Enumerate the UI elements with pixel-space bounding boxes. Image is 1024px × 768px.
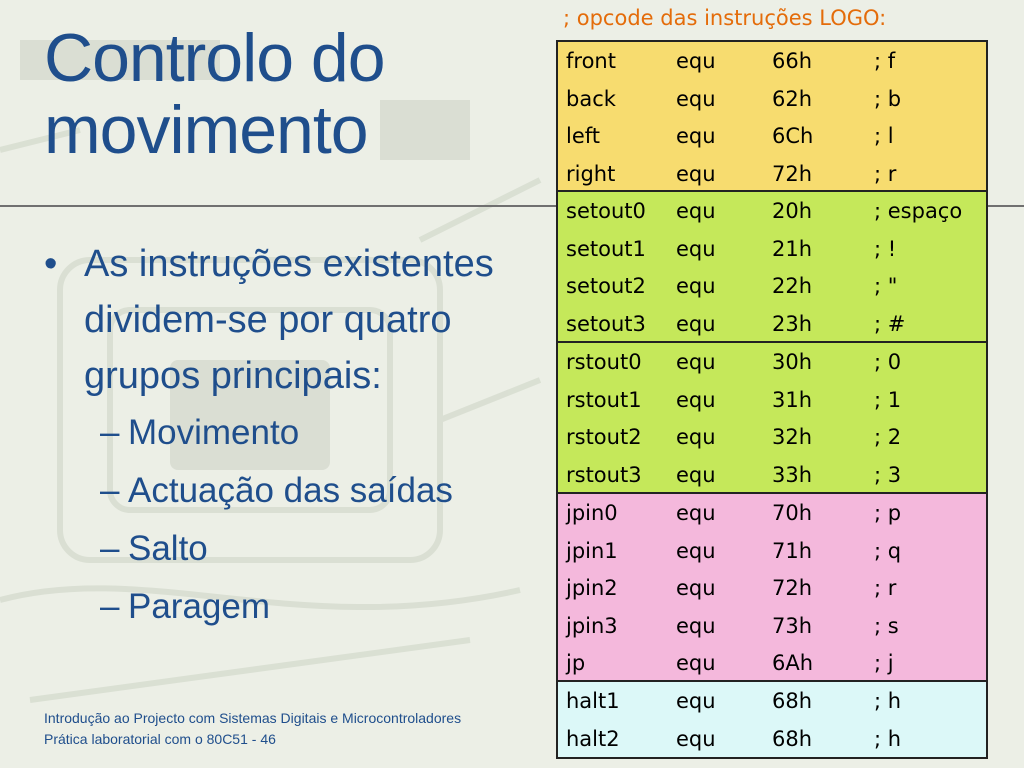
opcode-comment: ; ! (874, 236, 897, 261)
opcode-mnemonic: setout0 (566, 199, 646, 223)
opcode-directive: equ (676, 311, 716, 336)
opcode-comment: ; b (874, 86, 902, 111)
opcode-row (566, 42, 986, 80)
opcode-opcode: 68h (772, 726, 813, 751)
opcode-opcode: 30h (772, 350, 813, 374)
opcode-row (566, 267, 986, 305)
opcode-comment: ; r (874, 576, 897, 601)
opcode-opcode: 6Ah (772, 651, 814, 676)
opcode-opcode: 73h (772, 613, 813, 638)
footer (44, 708, 461, 750)
title-line-1: Controlo do (44, 20, 385, 96)
opcode-mnemonic: jpin1 (566, 538, 618, 563)
opcode-row (566, 644, 986, 682)
opcode-directive: equ (676, 49, 716, 73)
opcode-row (566, 343, 986, 381)
opcode-directive: equ (676, 651, 716, 676)
main-bullet (44, 236, 524, 404)
opcode-row (566, 720, 986, 758)
slide-title (44, 22, 385, 166)
opcode-directive: equ (676, 538, 716, 563)
opcode-opcode: 23h (772, 311, 813, 336)
opcode-comment: ; 2 (874, 425, 902, 450)
opcode-directive: equ (676, 86, 716, 111)
opcode-comment: ; 3 (874, 462, 902, 487)
opcode-mnemonic: halt2 (566, 726, 620, 751)
opcode-group-halt (556, 680, 988, 759)
opcode-row (566, 381, 986, 419)
opcode-row (566, 117, 986, 155)
opcode-group-movement (556, 40, 988, 194)
opcode-directive: equ (676, 350, 716, 374)
opcode-opcode: 22h (772, 274, 813, 299)
main-bullet-text: As instruções existentes dividem-se por quatro grupos principais: (84, 243, 494, 397)
sub-bullet (44, 520, 524, 578)
opcode-opcode: 21h (772, 236, 813, 261)
opcode-mnemonic: jp (566, 651, 586, 676)
opcode-comment: ; l (874, 124, 894, 149)
opcode-comment: ; j (874, 651, 894, 676)
sub-bullet-text: Actuação das saídas (128, 471, 453, 510)
dash-marker: – (100, 529, 120, 568)
opcode-mnemonic: right (566, 161, 616, 186)
opcode-opcode: 70h (772, 501, 813, 525)
opcode-directive: equ (676, 124, 716, 149)
bullet-marker: • (44, 243, 58, 285)
footer-line-2: Prática laboratorial com o 80C51 - 46 (44, 731, 276, 747)
opcode-directive: equ (676, 576, 716, 601)
opcode-directive: equ (676, 199, 716, 223)
opcode-directive: equ (676, 501, 716, 525)
opcode-mnemonic: left (566, 124, 601, 149)
opcode-comment: ; 0 (874, 350, 902, 374)
dash-marker: – (100, 413, 120, 452)
opcode-group-outputs (556, 190, 988, 344)
opcode-opcode: 72h (772, 576, 813, 601)
opcode-group-outputs (556, 341, 988, 495)
opcode-row (566, 305, 986, 343)
opcode-row (566, 230, 986, 268)
opcode-row (566, 456, 986, 494)
sub-bullet (44, 578, 524, 636)
opcode-comment: ; espaço (874, 199, 963, 223)
opcode-row (566, 80, 986, 118)
opcode-directive: equ (676, 613, 716, 638)
opcode-directive: equ (676, 236, 716, 261)
opcode-mnemonic: setout3 (566, 311, 646, 336)
opcode-comment: ; r (874, 161, 897, 186)
opcode-mnemonic: front (566, 49, 616, 73)
dash-marker: – (100, 587, 120, 626)
opcode-opcode: 72h (772, 161, 813, 186)
opcode-comment: ; # (874, 311, 906, 336)
opcode-mnemonic: rstout2 (566, 425, 642, 450)
opcode-mnemonic: rstout1 (566, 387, 642, 412)
opcode-opcode: 62h (772, 86, 813, 111)
opcode-opcode: 33h (772, 462, 813, 487)
opcode-directive: equ (676, 387, 716, 412)
opcode-directive: equ (676, 425, 716, 450)
opcode-group-jump (556, 492, 988, 684)
opcode-comment: ; h (874, 726, 902, 751)
bullet-list (44, 236, 524, 636)
opcode-comment: ; s (874, 613, 899, 638)
sub-bullet (44, 404, 524, 462)
opcode-directive: equ (676, 274, 716, 299)
footer-line-1: Introdução ao Projecto com Sistemas Digitais e Microcontroladores (44, 710, 462, 726)
title-line-2: movimento (44, 92, 368, 168)
opcode-mnemonic: setout2 (566, 274, 646, 299)
opcode-opcode: 31h (772, 387, 813, 412)
opcode-mnemonic: jpin3 (566, 613, 618, 638)
opcode-row (566, 192, 986, 230)
opcode-row (566, 155, 986, 193)
dash-marker: – (100, 471, 120, 510)
opcode-mnemonic: setout1 (566, 236, 646, 261)
sub-bullet-text: Movimento (128, 413, 300, 452)
sub-bullet (44, 462, 524, 520)
opcode-row (566, 682, 986, 720)
opcode-row (566, 418, 986, 456)
opcode-opcode: 71h (772, 538, 813, 563)
opcode-comment: ; f (874, 49, 896, 73)
opcode-directive: equ (676, 726, 716, 751)
opcode-comment: ; p (874, 501, 902, 525)
opcode-opcode: 32h (772, 425, 813, 450)
opcode-mnemonic: jpin2 (566, 576, 618, 601)
opcode-mnemonic: rstout3 (566, 462, 642, 487)
opcode-row (566, 569, 986, 607)
sub-bullet-text: Paragem (128, 587, 271, 626)
opcode-directive: equ (676, 462, 716, 487)
opcode-opcode: 68h (772, 689, 813, 713)
opcode-mnemonic: halt1 (566, 689, 620, 713)
opcode-row (566, 607, 986, 645)
opcode-mnemonic: rstout0 (566, 350, 642, 374)
opcode-opcode: 20h (772, 199, 813, 223)
opcode-row (566, 494, 986, 532)
opcode-comment: ; 1 (874, 387, 902, 412)
opcode-opcode: 6Ch (772, 124, 814, 149)
sub-bullet-list (44, 404, 524, 636)
opcode-mnemonic: back (566, 86, 616, 111)
sub-bullet-text: Salto (128, 529, 208, 568)
opcode-comment: ; q (874, 538, 902, 563)
opcode-directive: equ (676, 161, 716, 186)
opcode-directive: equ (676, 689, 716, 713)
opcode-comment: ; h (874, 689, 902, 713)
opcode-row (566, 532, 986, 570)
opcode-comment: ; " (874, 274, 898, 299)
opcode-mnemonic: jpin0 (566, 501, 618, 525)
opcode-heading: ; opcode das instruções LOGO: (563, 6, 887, 30)
opcode-opcode: 66h (772, 49, 813, 73)
